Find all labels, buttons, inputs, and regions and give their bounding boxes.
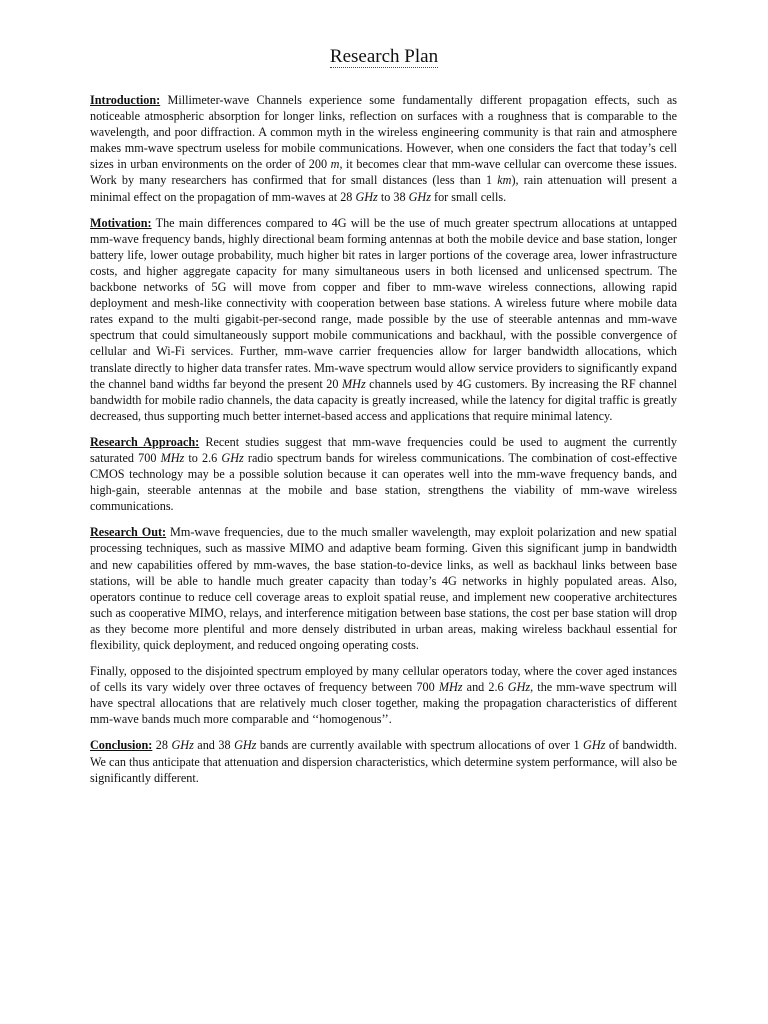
paragraph-introduction [90, 92, 677, 205]
paragraph-label: Introduction: [90, 93, 161, 107]
text-run: , it becomes clear that mm-wave cellular can overcome these issues. Work by many researchers has confirmed that for small distances (less than 1 [90, 157, 677, 188]
unit-text: GHz [355, 189, 378, 204]
unit-text: MHz [341, 376, 366, 391]
paragraph-label: Research Out: [90, 525, 167, 540]
text-run: and 38 [193, 738, 235, 753]
text-run: Recent studies suggest that mm-wave frequencies could be used to augment the currently saturated 700 [90, 434, 678, 465]
unit-text: GHz [507, 680, 531, 695]
text-run: , the mm-wave spectrum will have spectral allocations that are relatively much closer together, making the propagation characteristics of different mm-wave bands much more comparable and ‘‘homogenous’’. [90, 680, 677, 727]
text-run: channels used by 4G customers. By increasing the RF channel bandwidth for mobile radio channels, the data capacity is greatly increased, while the latency for digital traffic is greatly decreased, thus supporting much better internet-based access and applications that require minimal latency. [90, 376, 678, 423]
text-run: Finally, opposed to the disjointed spectrum employed by many cellular operators today, where the cover aged instances of cells its vary widely over three octaves of frequency between 700 [90, 664, 677, 695]
text-run: to 38 [377, 189, 409, 204]
text-run: 28 [152, 738, 172, 753]
paragraph-content [90, 525, 677, 652]
paragraph-content [90, 216, 677, 423]
unit-text: m [330, 157, 340, 172]
paragraph-research-approach [90, 434, 677, 514]
unit-text: GHz [408, 189, 431, 204]
text-run: The main differences compared to 4G will be the use of much greater spectrum allocations at untapped mm-wave frequency bands, highly directional beam forming antennas at both the mobile device and base station, longer battery life, lower outage probability, much higher bit rates in larger portions of the coverage area, lower infrastructure costs, and higher aggregate capacity for many simultaneous users in both licensed and unlicensed spectrum. The backbone networks of 5G will move from copper and fiber to mm-wave wireless connections, allowing rapid deployment and mesh-like connectivity with cooperation between base stations. A wireless future where mobile data rates expand to the multi gigabit-per-second range, made possible by the use of steerable antennas and mm-wave spectrum that could simultaneously support mobile communications and backhaul, with the possible convergence of cellular and Wi-Fi services. Further, mm-wave carrier frequencies allow for larger bandwidth allocations, which translate directly to higher data transfer rates. Mm-wave spectrum would allow service providers to significantly expand the channel band widths far beyond the present 20 [90, 215, 677, 391]
paragraph-motivation [90, 215, 677, 424]
text-run: and 2.6 [462, 680, 508, 695]
paragraph-content [90, 738, 677, 784]
text-run: Mm-wave frequencies, due to the much smaller wavelength, may exploit polarization and new spatial processing techniques, such as massive MIMO and adaptive beam forming. Given this significant jump in bandwidth and new capabilities offered by mm-waves, the base station-to-device links, as well as backhaul links between base stations, will be able to handle much greater capacity than today’s 4G networks in highly populated areas. Also, operators continue to reduce cell coverage areas to exploit spatial reuse, and implement new cooperative architectures such as cooperative MIMO, relays, and interference mitigation between base stations, the cost per base station will drop as they become more plentiful and more densely distributed in urban areas, making wireless backhaul essential for flexibility, quick deployment, and reduced ongoing operating costs. [90, 525, 677, 652]
paragraph-finally [90, 663, 677, 727]
title-text: Research Plan [329, 46, 439, 67]
text-run: of bandwidth. We can thus anticipate that attenuation and dispersion characteristics, which determine system performance, will also be significantly different. [90, 738, 678, 785]
paragraph-conclusion [90, 737, 677, 785]
paragraph-label: Research Approach: [90, 434, 200, 449]
paragraph-content [90, 93, 677, 204]
paragraph-research-out [90, 524, 677, 653]
paragraph-label: Conclusion: [90, 738, 153, 753]
unit-text: GHz [583, 738, 606, 753]
unit-text: GHz [171, 738, 194, 753]
text-run: to 2.6 [184, 450, 222, 465]
unit-text: km [497, 173, 512, 188]
text-run: bands are currently available with spectrum allocations of over 1 [256, 738, 584, 753]
paragraph-label: Motivation: [90, 215, 152, 230]
text-run: for small cells. [430, 189, 507, 204]
unit-text: MHz [438, 680, 463, 695]
text-run: Millimeter-wave Channels experience some fundamentally different propagation effects, such as noticeable atmospheric absorption for longer links, reflection on surfaces with a roughness that is comparable to the wavelength, and poor diffraction. A common myth in the wireless engineering community is that rain and atmosphere makes mm-wave spectrum useless for mobile communications. However, when one considers the fact that today’s cell sizes in urban environments on the order of 200 [90, 93, 677, 172]
paragraph-content [90, 664, 677, 726]
text-run: radio spectrum bands for wireless communications. The combination of cost-effective CMOS technology may be a possible solution because it can operates well into the mm-wave frequency bands, and high-gain, steerable antennas at the mobile and base station, strengthens the viability of mm-wave wireless communications. [90, 450, 678, 514]
unit-text: MHz [160, 450, 185, 465]
unit-text: GHz [221, 450, 244, 465]
document-body [90, 92, 677, 796]
text-run: ), rain attenuation will present a minimal effect on the propagation of mm-waves at 28 [90, 173, 677, 204]
unit-text: GHz [234, 738, 257, 753]
document-title [0, 45, 768, 69]
